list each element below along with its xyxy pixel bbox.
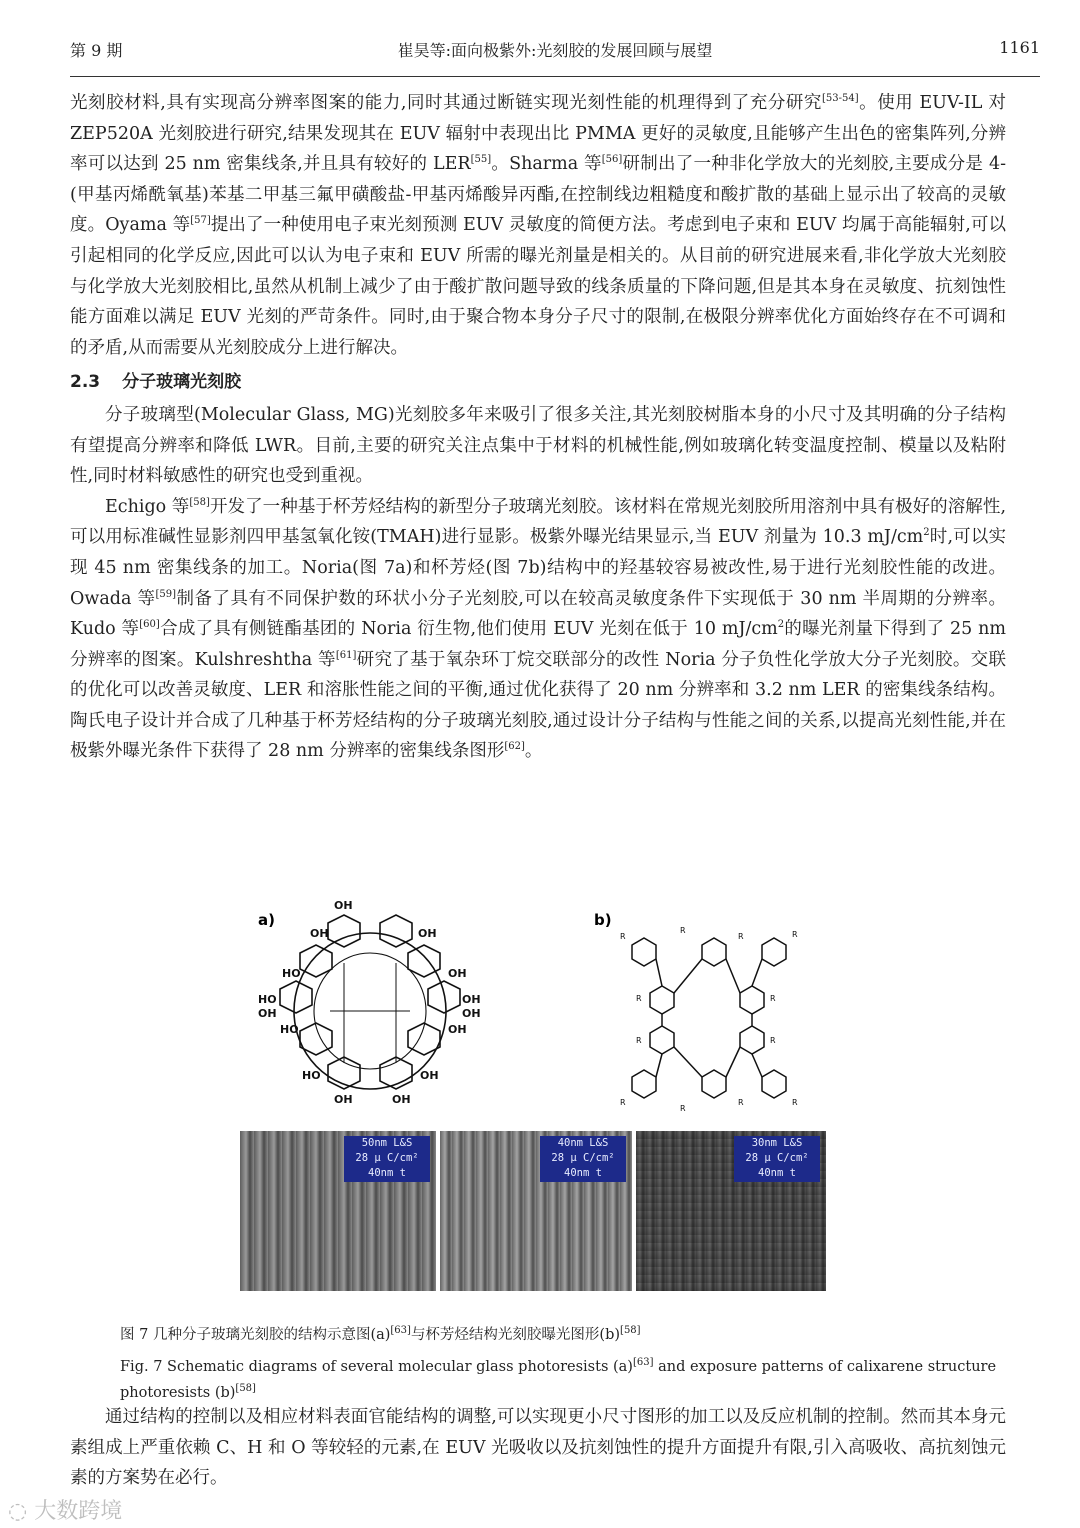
citation: [55] [470,154,492,166]
caption-chinese: 图 7 几种分子玻璃光刻胶的结构示意图(a)[63]与杯芳烃结构光刻胶曝光图形(b)[58] [120,1325,641,1343]
citation: [56] [601,154,623,166]
r-group-label: R [738,932,744,941]
hydroxyl-label: OH [258,1007,277,1020]
figure-7 [240,893,848,1303]
header-rule [70,76,1040,77]
caption-english: Fig. 7 Schematic diagrams of several molecular glass photoresists (a)[63] and exposure patterns of calixarene structure photoresists (b)[58] [120,1357,997,1401]
sem-label: 30nm L&S 28 μ C/cm² 40nm t [734,1136,820,1182]
panel-a-label: a) [258,911,275,929]
r-group-label: R [770,994,776,1003]
issue-number: 第 9 期 [70,41,123,60]
hydroxyl-label: OH [462,1007,481,1020]
body-text-top [70,88,1006,767]
r-group-label: R [680,1104,686,1113]
hydroxyl-label: OH [334,899,353,912]
panel-b-label: b) [594,911,612,929]
running-title: 崔昊等:面向极紫外:光刻胶的发展回顾与展望 [397,41,713,60]
hydroxyl-label: HO [258,993,277,1006]
hydroxyl-label: HO [302,1069,321,1082]
hydroxyl-label: OH [420,1069,439,1082]
r-group-label: R [770,1036,776,1045]
noria-structure [280,915,460,1089]
r-group-label: R [792,1098,798,1107]
hydroxyl-label: OH [392,1093,411,1106]
r-group-label: R [636,994,642,1003]
citation: [61] [335,649,357,661]
hydroxyl-label: OH [448,1023,467,1036]
calixarene-structure [632,938,786,1098]
molecular-structures [240,893,848,1128]
section-title: 分子玻璃光刻胶 [122,372,242,393]
sem-image-50nm [240,1131,436,1291]
paragraph-1: 光刻胶材料,具有实现高分辨率图案的能力,同时其通过断链实现光刻性能的机理得到了充分研究[53-54]。使用 EUV-IL 对 ZEP520A 光刻胶进行研究,结果发现其在 EUV 辐射中表现出比 PMMA 更好的灵敏度,且能够产生出色的密集阵列,分辨率可以达到 25 nm 密集线条,并且具有较好的 LER[55]。Sharma 等[56]研制出了一种非化学放大的光刻胶,主要成分是 4-(甲基丙烯酰氧基)苯基二甲基三氟甲磺酸盐-甲基丙烯酸异丙酯,在控制线边粗糙度和酸扩散的基础上显示出了较高的灵敏度。Oyama 等[57]提出了一种使用电子束光刻预测 EUV 灵敏度的简便方法。考虑到电子束和 EUV 均属于高能辐射,可以引起相同的化学反应,因此可以认为电子束和 EUV 所需的曝光剂量是相关的。从目前的研究进展来看,非化学放大光刻胶与化学放大光刻胶相比,虽然从机制上减少了由于酸扩散问题导致的线条质量的下降问题,但是其本身在灵敏度、抗刻蚀性能方面难以满足 EUV 光刻的严苛条件。同时,由于聚合物本身分子尺寸的限制,在极限分辨率优化方面始终存在不可调和的矛盾,从而需要从光刻胶成分上进行解决。 [70,93,1007,358]
hydroxyl-label: OH [418,927,437,940]
citation: [53-54] [821,93,859,105]
section-number: 2.3 [70,372,101,393]
sem-images [240,1131,848,1291]
body-text-bottom [70,1402,1006,1494]
watermark: ◌ 大数跨境 [8,1499,123,1524]
citation: [57] [190,215,211,227]
paragraph-2: 分子玻璃型(Molecular Glass, MG)光刻胶多年来吸引了很多关注,其光刻胶树脂本身的小尺寸及其明确的分子结构有望提高分辨率和降低 LWR。目前,主要的研究关注点集中于材料的机械性能,例如玻璃化转变温度控制、模量以及粘附性,同时材料敏感性的研究也受到重视。 [70,404,1006,487]
r-group-label: R [636,1036,642,1045]
section-heading [70,367,1006,398]
r-group-label: R [792,930,798,939]
citation: [59] [155,588,176,600]
running-header [70,38,1040,72]
hydroxyl-label: OH [334,1093,353,1106]
sem-label: 50nm L&S 28 μ C/cm² 40nm t [344,1136,430,1182]
r-group-label: R [738,1098,744,1107]
citation: [58] [189,496,210,508]
hydroxyl-label: OH [448,967,467,980]
r-group-label: R [620,1098,626,1107]
hydroxyl-label: HO [280,1023,299,1036]
hydroxyl-label: HO [282,967,301,980]
sem-label: 40nm L&S 28 μ C/cm² 40nm t [540,1136,626,1182]
citation: [60] [139,619,160,631]
page-number: 1161 [999,38,1040,57]
hydroxyl-label: OH [462,993,481,1006]
figure-caption [120,1322,1000,1406]
sem-image-40nm [440,1131,632,1291]
paragraph-3: Echigo 等[58]开发了一种基于杯芳烃结构的新型分子玻璃光刻胶。该材料在常规光刻胶所用溶剂中具有极好的溶解性,可以用标准碱性显影剂四甲基氢氧化铵(TMAH)进行显影。极紫外曝光结果显示,当 EUV 剂量为 10.3 $mJ/cm^2$时,可以实现 45 nm 密集线条的加工。Noria(图 7a)和杯芳烃(图 7b)结构中的羟基较容易被改性,易于进行光刻胶性能的改进。Owada 等[59]制备了具有不同保护数的环状小分子光刻胶,可以在较高灵敏度条件下实现低于 30 nm 半周期的分辨率。Kudo 等[60]合成了具有侧链酯基团的 Noria 衍生物,他们使用 EUV 光刻在低于 10 $mJ/cm^2$的曝光剂量下得到了 25 nm 分辨率的图案。Kulshreshtha 等[61]研究了基于氧杂环丁烷交联部分的改性 Noria 分子负性化学放大分子光刻胶。交联的优化可以改善灵敏度、LER 和溶胀性能之间的平衡,通过优化获得了 20 nm 分辨率和 3.2 nm LER 的密集线条结构。陶氏电子设计并合成了几种基于杯芳烃结构的分子玻璃光刻胶,通过设计分子结构与性能之间的关系,以提高光刻性能,并在极紫外曝光条件下获得了 28 nm 分辨率的密集线条图形[62]。 [70,496,1007,762]
r-group-label: R [680,926,686,935]
r-group-label: R [620,932,626,941]
sem-image-30nm [636,1131,826,1291]
paragraph-4: 通过结构的控制以及相应材料表面官能结构的调整,可以实现更小尺寸图形的加工以及反应机制的控制。然而其本身元素组成上严重依赖 C、H 和 O 等较轻的元素,在 EUV 光吸收以及抗刻蚀性的提升方面提升有限,引入高吸收、高抗刻蚀元素的方案势在必行。 [70,1407,1006,1489]
weibo-icon: ◌ [8,1499,35,1524]
hydroxyl-label: OH [310,927,329,940]
citation: [62] [504,741,525,753]
